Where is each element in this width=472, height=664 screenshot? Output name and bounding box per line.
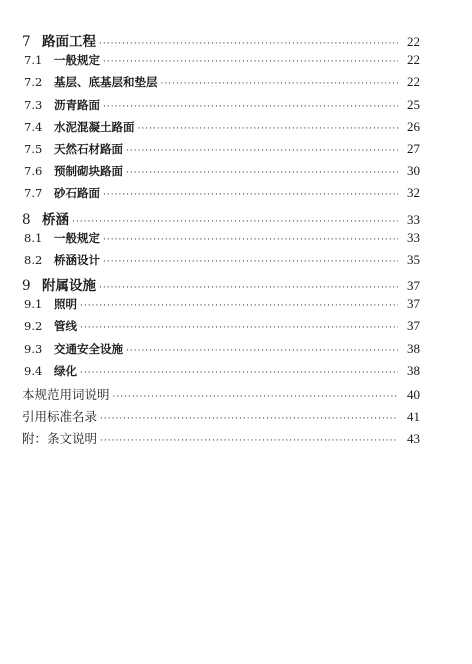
toc-entry-page-number: 25 [407,96,420,112]
toc-entry-section-9-4[interactable] [22,363,420,385]
toc-entry-page-number: 37 [407,278,420,294]
toc-entry-title: 桥涵 [42,211,69,228]
toc-entry-section-7-1[interactable] [22,52,420,74]
toc-entry-title: 预制砌块路面 [54,164,123,179]
toc-entry-page-number: 40 [407,387,420,402]
toc-entry-title: 基层、底基层和垫层 [54,75,158,90]
toc-entry-page-number: 22 [407,52,420,68]
toc-entry-title: 引用标准名录 [22,409,98,425]
dot-leader [126,146,398,156]
toc-entry-section-8-2[interactable] [22,252,420,274]
dot-leader [72,217,398,227]
toc-entry-title: 沥青路面 [54,97,100,112]
toc-entry-section-7-4[interactable] [22,119,420,141]
toc-entry-title: 本规范用词说明 [22,387,110,402]
toc-entry-page-number: 33 [407,229,420,245]
dot-leader [100,414,398,424]
dot-leader [80,368,398,378]
toc-entry-number: 7 [22,34,31,50]
toc-entry-title: 附属设施 [42,278,96,295]
dot-leader [99,39,398,49]
toc-entry-number: 8 [22,211,31,228]
toc-entry-number: 7.4 [24,119,43,134]
dot-leader [126,168,398,178]
dot-leader [99,283,398,293]
dot-leader [80,323,398,333]
toc-entry-section-9-3[interactable] [22,341,420,363]
dot-leader [103,57,398,67]
toc-entry-page-number: 38 [407,362,420,378]
dot-leader [80,301,398,311]
toc-entry-section-8-1[interactable] [22,230,420,252]
toc-entry-number: 9 [22,278,31,295]
dot-leader [103,257,398,267]
toc-entry-clause-explanation[interactable] [22,429,420,451]
dot-leader [100,436,398,446]
toc-entry-page-number: 38 [407,340,420,356]
toc-entry-number: 7.6 [24,164,43,179]
toc-entry-number: 7.5 [24,141,43,156]
toc-entry-number: 8.2 [24,252,43,267]
dot-leader [113,392,398,402]
toc-entry-page-number: 27 [407,140,420,156]
toc-entry-section-7-2[interactable] [22,74,420,96]
toc-entry-chapter-8[interactable] [22,208,420,230]
toc-entry-number: 9.4 [24,363,43,378]
toc-entry-page-number: 37 [407,318,420,334]
toc-entry-title: 水泥混凝土路面 [54,119,135,134]
toc-entry-number: 9.1 [24,297,43,312]
toc-entry-number: 7.7 [24,186,43,201]
toc-entry-number: 9.3 [24,341,43,356]
toc-entry-page-number: 41 [407,409,420,425]
toc-entry-title: 照明 [54,297,77,312]
toc-entry-page-number: 43 [407,431,420,447]
toc-entry-title: 交通安全设施 [54,341,123,356]
toc-entry-title: 一般规定 [54,230,100,245]
toc-entry-page-number: 32 [407,185,420,201]
toc-entry-title: 管线 [54,319,77,334]
toc-entry-term-explanation[interactable] [22,385,420,407]
toc-entry-title: 天然石材路面 [54,141,123,156]
dot-leader [161,79,399,89]
toc-entry-page-number: 22 [407,34,420,49]
toc-entry-referenced-standards[interactable] [22,407,420,429]
toc-entry-title: 桥涵设计 [54,252,100,267]
toc-entry-section-7-3[interactable] [22,97,420,119]
toc-entry-title: 路面工程 [42,34,96,50]
toc-entry-number: 7.1 [24,53,43,68]
toc-entry-page-number: 22 [407,74,420,90]
toc-entry-section-9-1[interactable] [22,296,420,318]
dot-leader [103,102,398,112]
table-of-contents [22,30,420,452]
toc-entry-number: 8.1 [24,230,43,245]
toc-entry-section-9-2[interactable] [22,318,420,340]
toc-entry-page-number: 33 [407,211,420,227]
toc-entry-chapter-7[interactable] [22,30,420,52]
toc-entry-page-number: 35 [407,251,420,267]
toc-entry-number: 7.3 [24,97,43,112]
toc-entry-title: 一般规定 [54,53,100,68]
dot-leader [103,190,398,200]
toc-entry-page-number: 37 [407,296,420,312]
toc-entry-number: 9.2 [24,319,43,334]
toc-entry-title: 附：条文说明 [22,431,98,447]
toc-entry-page-number: 26 [407,118,420,134]
dot-leader [138,124,399,134]
toc-entry-page-number: 30 [407,163,420,179]
toc-entry-title: 绿化 [54,363,77,378]
dot-leader [126,346,398,356]
toc-entry-section-7-7[interactable] [22,185,420,207]
toc-entry-number: 7.2 [24,75,43,90]
dot-leader [103,235,398,245]
toc-entry-chapter-9[interactable] [22,274,420,296]
toc-entry-section-7-6[interactable] [22,163,420,185]
toc-entry-title: 砂石路面 [54,186,100,201]
toc-entry-section-7-5[interactable] [22,141,420,163]
